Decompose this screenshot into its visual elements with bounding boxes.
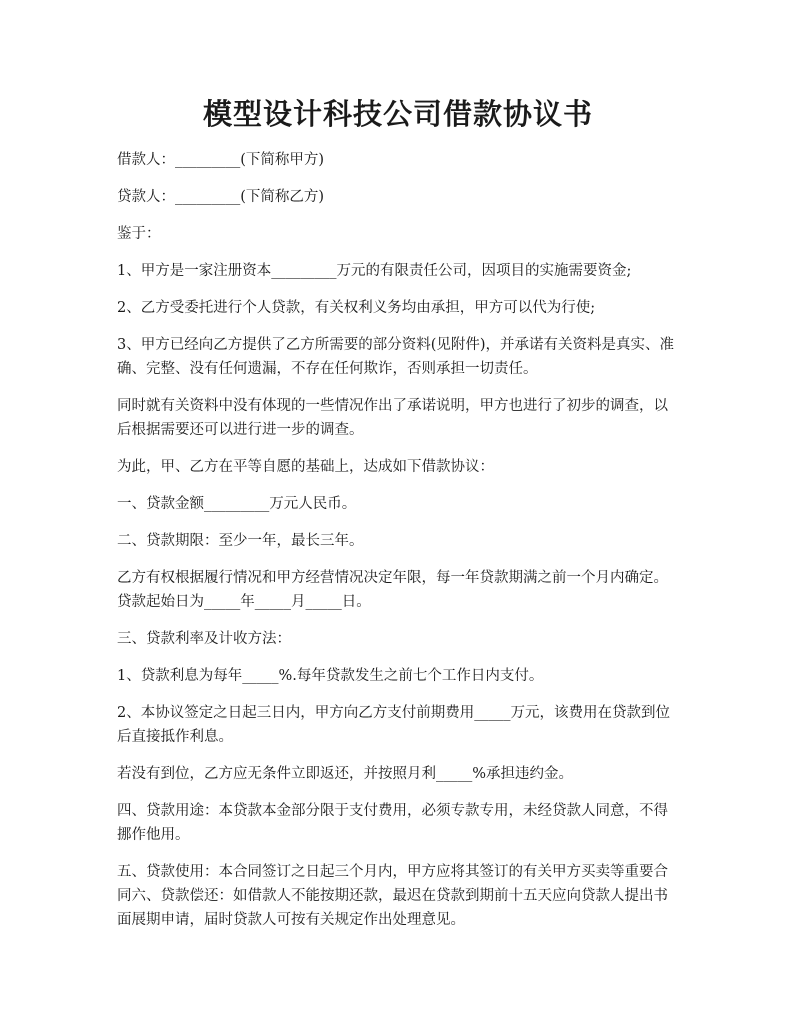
paragraph-supplement: 同时就有关资料中没有体现的一些情况作出了承诺说明，甲方也进行了初步的调查，以后根据需要还可以进行进一步的调查。 [117, 398, 668, 438]
paragraph-whereas-2: 2、乙方受委托进行个人贷款，有关权利义务均由承担，甲方可以代为行使; [117, 300, 596, 316]
paragraph-whereas: 鉴于： [117, 226, 161, 242]
paragraph-penalty: 若没有到位，乙方应无条件立即返还，并按照月利_____%承担违约金。 [117, 766, 574, 782]
paragraph-loan-term: 二、贷款期限：至少一年，最长三年。 [117, 533, 364, 549]
paragraph-interest-1: 1、贷款利息为每年_____%.每年贷款发生之前七个工作日内支付。 [117, 668, 544, 684]
paragraph-interest-2: 2、本协议签定之日起三日内，甲方向乙方支付前期费用_____万元，该费用在贷款到位后直接抵作利息。 [117, 705, 670, 745]
paragraph-interest-heading: 三、贷款利率及计收方法： [117, 631, 291, 647]
paragraph-lender: 贷款人：_________(下简称乙方) [117, 189, 325, 205]
paragraph-whereas-3: 3、甲方已经向乙方提供了乙方所需要的部分资料(见附件)，并承诺有关资料是真实、准确、完整、没有任何遗漏，不存在任何欺诈，否则承担一切责任。 [117, 337, 675, 377]
paragraph-borrower: 借款人：_________(下简称甲方) [117, 152, 325, 168]
paragraph-loan-use: 五、贷款使用：本合同签订之日起三个月内，甲方应将其签订的有关甲方买卖等重要合同六、贷款偿还：如借款人不能按期还款，最迟在贷款到期前十五天应向贷款人提出书面展期申请，届时贷款人可按有关规定作出处理意见。 [117, 864, 668, 928]
paragraph-loan-amount: 一、贷款金额_________万元人民币。 [117, 496, 357, 512]
document-body [117, 148, 682, 945]
paragraph-whereas-1: 1、甲方是一家注册资本_________万元的有限责任公司，因项目的实施需要资金; [117, 263, 632, 279]
paragraph-agreement-intro: 为此，甲、乙方在平等自愿的基础上，达成如下借款协议： [117, 459, 494, 475]
paragraph-loan-purpose: 四、贷款用途：本贷款本金部分限于支付费用，必须专款专用，未经贷款人同意，不得挪作他用。 [117, 803, 668, 843]
paragraph-term-decision: 乙方有权根据履行情况和甲方经营情况决定年限，每一年贷款期满之前一个月内确定。贷款起始日为_____年_____月_____日。 [117, 570, 668, 610]
document-title: 模型设计科技公司借款协议书 [202, 97, 593, 131]
